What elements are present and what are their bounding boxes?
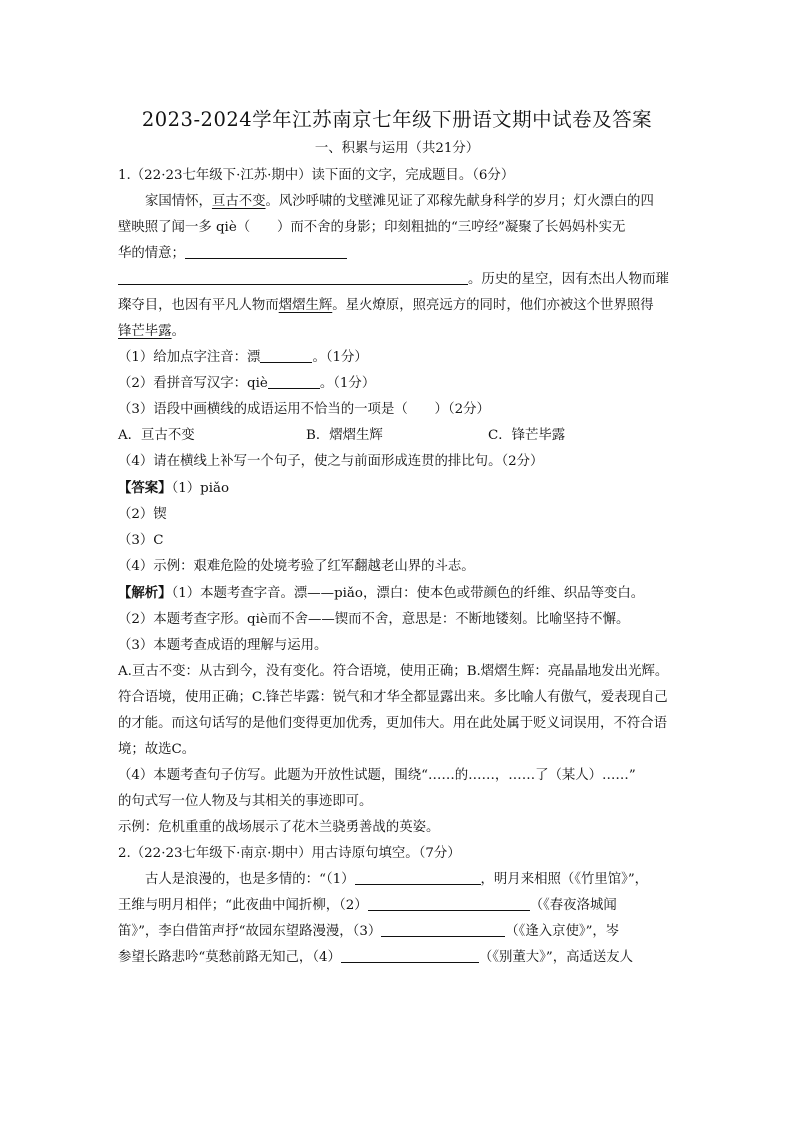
fill-blank <box>185 244 347 259</box>
analysis-example: 示例：危机重重的战场展示了花木兰骁勇善战的英姿。 <box>118 820 440 835</box>
answer-label: 【答案】 <box>118 480 172 496</box>
underlined-idiom-3: 锋芒毕露 <box>118 324 172 339</box>
options-row <box>118 423 676 449</box>
passage-line-2: 壁映照了闻一多 qiè（ ）而不舍的身影；印刻粗拙的“三哼经”凝聚了长妈妈朴实无 <box>118 220 626 235</box>
document-body <box>118 163 676 971</box>
passage-line-3: 华的情意； <box>118 241 676 267</box>
passage-line-6: 锋芒毕露。 <box>118 324 185 339</box>
answer-line-1: 【答案】（1）piǎo <box>118 480 230 496</box>
document-title: 2023-2024学年江苏南京七年级下册语文期中试卷及答案 <box>141 108 653 131</box>
option-b: B．熠熠生辉 <box>306 428 383 443</box>
sub-question-2: （2）看拼音写汉字：qiè 。（1分） <box>118 376 376 391</box>
option-c: C．锋芒毕露 <box>488 428 566 443</box>
option-a: A．亘古不变 <box>118 428 195 443</box>
answer-line-3: （3）C <box>118 533 164 548</box>
fill-blank <box>368 896 530 911</box>
answer-line-2: （2）锲 <box>118 507 167 522</box>
q2-line-1: 古人是浪漫的，也是多情的：“（1） ，明月来相照（《竹里馆》”， <box>145 872 649 887</box>
fill-blank <box>268 374 320 389</box>
q2-line-2: 王维与明月相伴；“此夜曲中闻折柳，（2） （《春夜洛城闻 <box>118 898 617 913</box>
analysis-paragraph: A.亘古不变：从古到今，没有变化。符合语境，使用正确；B.熠熠生辉：亮晶晶地发出光辉。符合语境，使用正确；C.锋芒毕露：锐气和才华全都显露出来。多比喻人有傲气，爱表现自己的才能。而这句话写的是他们变得更加优秀，更加伟大。用在此处属于贬义词误用，不符合语境；故选C。 <box>118 664 669 757</box>
question-1-header: 1.（22·23七年级下·江苏·期中）读下面的文字，完成题目。（6分） <box>118 168 515 183</box>
analysis-line-1: 【解析】（1）本题考查字音。漂——piǎo，漂白：使本色或带颜色的纤维、织品等变白。 <box>118 585 645 601</box>
analysis-line-4a: （4）本题考查句子仿写。此题为开放性试题，围绕“……的……，……了（某人）……” <box>118 768 636 783</box>
q2-line-3: 笛》”，李白借笛声抒“故园东望路漫漫，（3） （《逢入京使》”，岑 <box>118 924 620 939</box>
underlined-idiom-2: 熠熠生辉 <box>278 298 333 313</box>
answer-line-4: （4）示例：艰难危险的处境考验了红军翻越老山界的斗志。 <box>118 559 475 574</box>
sub-question-1: （1）给加点字注音：漂 。（1分） <box>118 350 368 365</box>
fill-blank <box>341 948 479 963</box>
analysis-label: 【解析】 <box>118 585 172 601</box>
fill-blank <box>355 870 481 885</box>
analysis-line-2: （2）本题考查字形。qiè而不舍——锲而不舍，意思是：不断地镂刻。比喻坚持不懈。 <box>118 612 630 627</box>
underlined-idiom-1: 亘古不变 <box>211 194 266 209</box>
passage-line-4: 。历史的星空，因有杰出人物而璀 <box>118 267 676 293</box>
sub-question-3: （3）语段中画横线的成语运用不恰当的一项是（ ）（2分） <box>118 402 490 417</box>
fill-blank <box>260 348 312 363</box>
sub-question-4: （4）请在横线上补写一个句子，使之与前面形成连贯的排比句。（2分） <box>118 454 544 469</box>
analysis-line-3: （3）本题考查成语的理解与运用。 <box>118 638 328 653</box>
passage-line-5: 璨夺目，也因有平凡人物而熠熠生辉。星火燎原，照亮远方的同时，他们亦被这个世界照得 <box>118 298 654 313</box>
question-2-header: 2.（22·23七年级下·南京·期中）用古诗原句填空。（7分） <box>118 846 461 861</box>
section-heading: 一、积累与运用（共21分） <box>314 141 480 156</box>
fill-blank <box>118 270 468 285</box>
passage-line-1: 家国情怀，亘古不变。风沙呼啸的戈壁滩见证了邓稼先献身科学的岁月；灯火漂白的四 <box>145 194 654 209</box>
q2-line-4: 参望长路悲吟“莫愁前路无知己，（4） （《别董大》”，高适送友人 <box>118 950 634 965</box>
fill-blank <box>381 922 505 937</box>
analysis-line-4b: 的句式写一位人物及与其相关的事迹即可。 <box>118 794 373 809</box>
